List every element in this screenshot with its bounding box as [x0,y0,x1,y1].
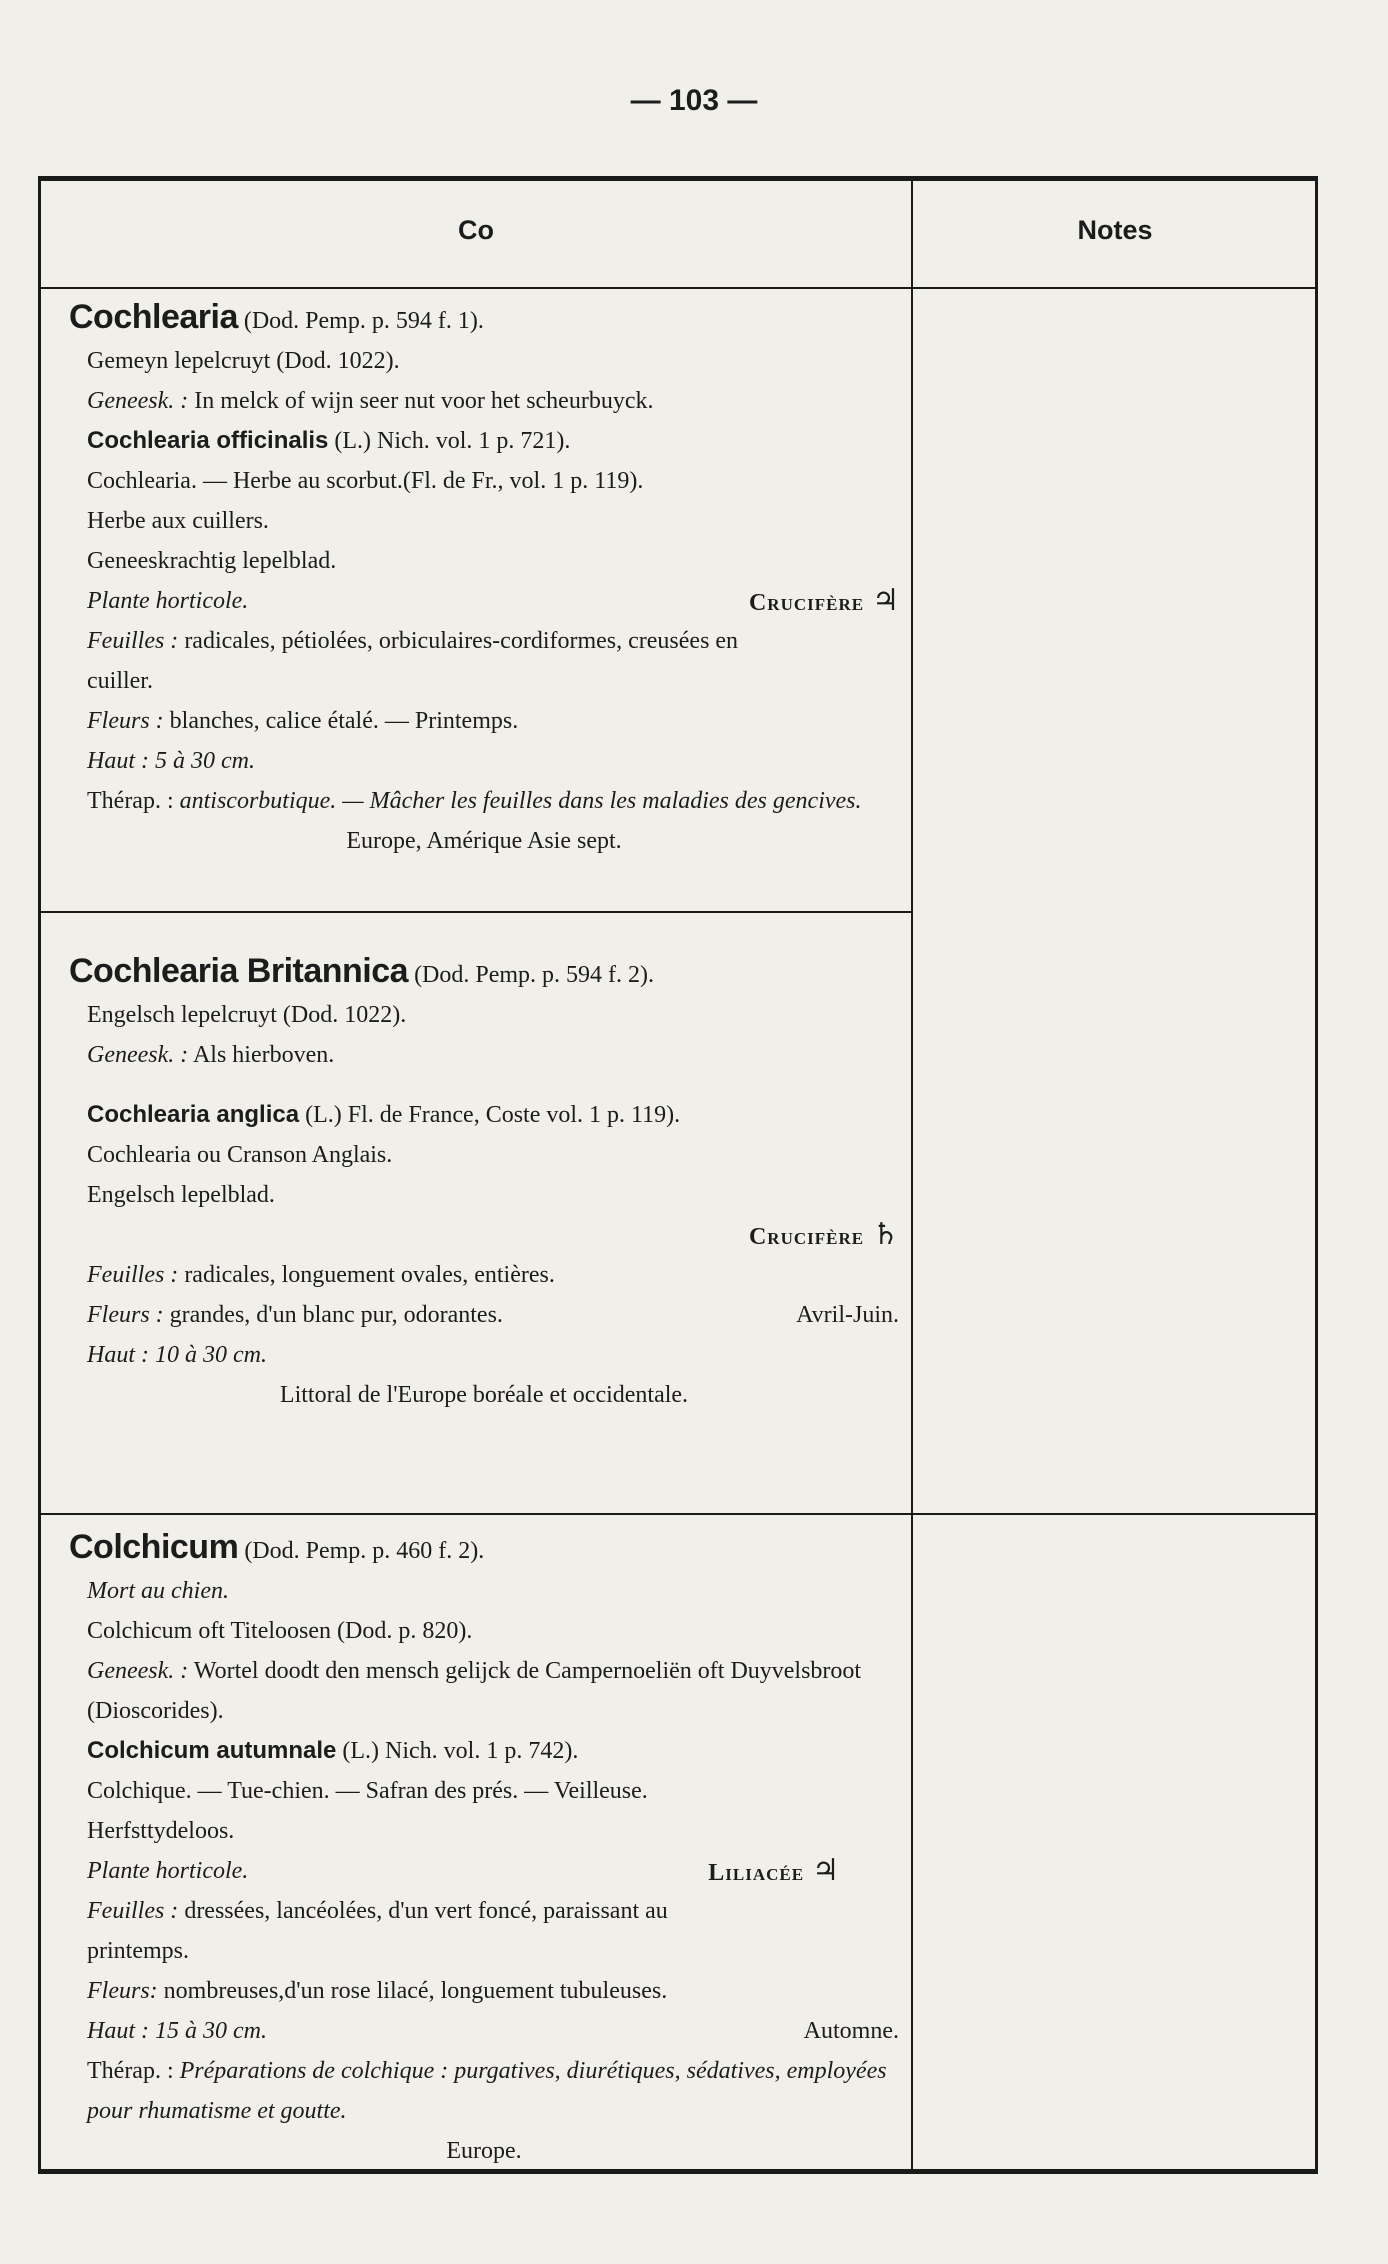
plant-family: Crucifère [748,590,865,616]
entry-line: Colchicum oft Titeloosen (Dod. p. 820). [87,1618,473,1644]
entry-cochlearia [69,297,899,861]
header-left: Co [458,215,494,245]
entry-line: radicales, pétiolées, orbiculaires-cordiformes, creusées en cuiller. [87,628,739,694]
geneesk-label: Geneesk. : [87,388,189,414]
entry-name: Colchicum [69,1528,239,1566]
entry-line: Geneeskrachtig lepelblad. [87,548,337,574]
fleurs-label: Fleurs: [87,1978,158,2004]
entry-line: Avril-Juin. [796,1302,899,1328]
entry-line: antiscorbutique. — Mâcher les feuilles dans les maladies des gencives. [179,788,862,814]
header-right: Notes [1077,215,1153,245]
entry-line: blanches, calice étalé. — Printemps. [169,708,519,734]
therap-label: Thérap. : [87,2058,174,2084]
entry-line: Littoral de l'Europe boréale et occidentale. [279,1382,689,1408]
entry-line: Cochlearia. — Herbe au scorbut.(Fl. de Fr., vol. 1 p. 119). [87,468,644,494]
entry-rule [41,911,911,913]
perennial-symbol: ♃ [872,584,899,617]
entry-line: Als hierboven. [192,1042,335,1068]
entry-line: Gemeyn lepelcruyt (Dod. 1022). [87,348,400,374]
entry-line: Europe, Amérique Asie sept. [346,828,622,854]
entry-line: Herfsttydeloos. [87,1818,235,1844]
header-rule [41,287,1315,289]
entry-line: Préparations de colchique : purgatives, diurétiques, sédatives, employées pour rhumatisme et goutte. [87,2058,887,2124]
entry-ref: (Dod. Pemp. p. 594 f. 2). [414,962,655,988]
entry-line: (L.) Nich. vol. 1 p. 721). [334,428,571,454]
table-frame [38,176,1318,2174]
scientific-name: Colchicum autumnale [87,1737,337,1764]
entry-line: (L.) Fl. de France, Coste vol. 1 p. 119). [305,1102,681,1128]
entry-line: radicales, longuement ovales, entières. [184,1262,555,1288]
page-number: — 103 — [630,84,758,117]
entry-line: Europe. [446,2138,522,2164]
entry-name: Cochlearia [69,298,238,336]
entry-line: Wortel doodt den mensch gelijck de Campernoeliën oft Duyvelsbroot (Dioscorides). [87,1658,862,1724]
entry-line: Haut : 15 à 30 cm. [87,2018,267,2044]
entry-line: (L.) Nich. vol. 1 p. 742). [342,1738,579,1764]
column-divider [911,181,913,2169]
entry-line: Mort au chien. [87,1578,229,1604]
entry-line: nombreuses,d'un rose lilacé, longuement tubuleuses. [163,1978,668,2004]
entry-line: Automne. [803,2018,899,2044]
entry-line: Plante horticole. [87,588,249,614]
entry-line: Cochlearia ou Cranson Anglais. [87,1142,393,1168]
entry-name: Cochlearia Britannica [69,952,409,990]
geneesk-label: Geneesk. : [87,1658,189,1684]
feuilles-label: Feuilles : [87,1262,179,1288]
entry-line: Engelsch lepelcruyt (Dod. 1022). [87,1002,407,1028]
entry-line: Engelsch lepelblad. [87,1182,275,1208]
feuilles-label: Feuilles : [87,1898,179,1924]
entry-line: Haut : 10 à 30 cm. [87,1342,267,1368]
scientific-name: Cochlearia officinalis [87,427,329,454]
entry-line: In melck of wijn seer nut voor het scheurbuyck. [194,388,654,414]
scientific-name: Cochlearia anglica [87,1101,300,1128]
feuilles-label: Feuilles : [87,628,179,654]
entry-line: Plante horticole. [87,1858,249,1884]
entry-line: grandes, d'un blanc pur, odorantes. [169,1302,503,1328]
entry-cochlearia-britannica [69,951,899,1415]
shrub-symbol: ♄ [872,1218,899,1251]
entry-ref: (Dod. Pemp. p. 594 f. 1). [243,308,484,334]
fleurs-label: Fleurs : [87,1302,164,1328]
entry-rule [41,1513,1315,1515]
therap-label: Thérap. : [87,788,174,814]
entry-line: Herbe aux cuillers. [87,508,269,534]
entry-line: dressées, lancéolées, d'un vert foncé, paraissant au printemps. [87,1898,668,1964]
entry-ref: (Dod. Pemp. p. 460 f. 2). [244,1538,485,1564]
entry-line: Colchique. — Tue-chien. — Safran des prés. — Veilleuse. [87,1778,648,1804]
perennial-symbol: ♃ [812,1854,839,1887]
fleurs-label: Fleurs : [87,708,164,734]
entry-colchicum [69,1527,899,2171]
geneesk-label: Geneesk. : [87,1042,189,1068]
entry-line: Haut : 5 à 30 cm. [87,748,255,774]
plant-family: Liliacée [708,1860,805,1886]
plant-family: Crucifère [748,1224,865,1250]
